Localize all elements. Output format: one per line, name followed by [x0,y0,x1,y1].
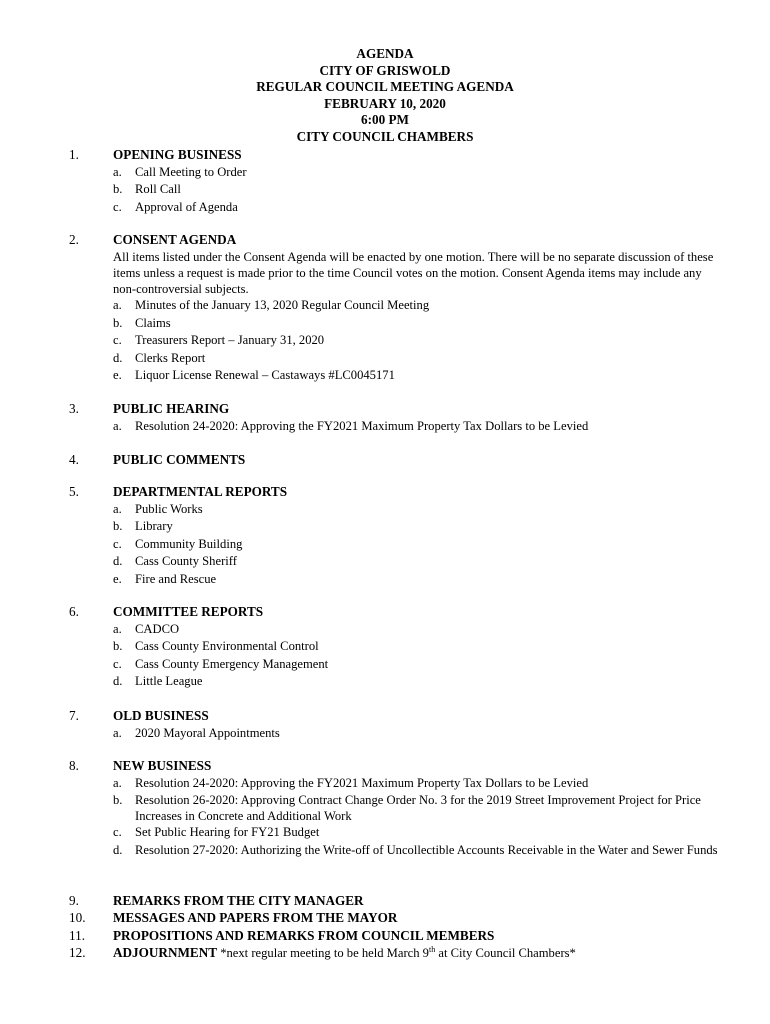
item-letter: a. [113,775,122,790]
list-item [113,350,723,368]
header-meeting-type: REGULAR COUNCIL MEETING AGENDA [256,79,514,94]
list-item [113,842,723,858]
item-text: Library [135,519,173,533]
section-title: PUBLIC COMMENTS [113,452,246,467]
item-letter: c. [113,656,122,671]
list-item [113,673,723,691]
item-text: Cass County Environmental Control [135,639,319,653]
item-letter: a. [113,418,122,433]
section-title: MESSAGES AND PAPERS FROM THE MAYOR [113,910,398,925]
header-agenda-label: AGENDA [356,46,414,61]
section-number: 4. [69,452,79,467]
list-item [113,367,723,385]
item-text: Resolution 26-2020: Approving Contract Change Order No. 3 for the 2019 Street Improvement Project for Price Increases in Concrete and Additional Work [135,793,701,823]
list-item [113,297,723,315]
item-text: Little League [135,674,203,688]
item-text: Treasurers Report – January 31, 2020 [135,333,325,348]
item-letter: b. [113,793,123,807]
section-title: DEPARTMENTAL REPORTS [113,484,288,499]
section-title: COMMITTEE REPORTS [113,604,264,619]
section-number: 8. [69,758,79,773]
section-title: OLD BUSINESS [113,708,209,723]
item-letter: d. [113,842,123,857]
section-number: 11. [69,928,85,943]
item-letter: b. [113,315,123,330]
item-text: Cass County Emergency Management [135,656,329,671]
item-text: Roll Call [135,182,181,196]
section-title: NEW BUSINESS [113,758,212,773]
list-item [113,775,723,793]
item-text: Minutes of the January 13, 2020 Regular Council Meeting [135,298,430,313]
item-text: Call Meeting to Order [135,164,247,179]
section-title: PROPOSITIONS AND REMARKS FROM COUNCIL MEMBERS [113,928,495,943]
adjournment-note-ordinal: th [428,945,436,954]
item-text: Community Building [135,536,243,551]
item-text: Resolution 24-2020: Approving the FY2021 Maximum Property Tax Dollars to be Levied [135,775,589,790]
item-letter: e. [113,571,122,586]
list-item [113,792,723,824]
section-title: OPENING BUSINESS [113,147,242,162]
item-letter: d. [113,554,123,568]
list-item [113,824,723,842]
list-item [113,332,723,350]
list-item [113,571,723,589]
list-item [113,418,723,436]
adjournment-note [217,946,576,960]
list-item [113,501,723,519]
item-letter: d. [113,674,123,688]
item-text: Resolution 24-2020: Approving the FY2021 Maximum Property Tax Dollars to be Levied [135,418,589,433]
item-letter: a. [113,621,122,636]
item-text: CADCO [135,621,180,636]
list-item [113,621,723,639]
item-letter: c. [113,536,122,551]
item-letter: a. [113,298,122,313]
section-title: CONSENT AGENDA [113,232,237,247]
list-item [113,518,723,536]
section-number: 1. [69,147,79,162]
section-number: 2. [69,232,79,247]
header-meeting-time: 6:00 PM [361,112,409,127]
adjournment-note-end: at City Council Chambers* [435,946,576,960]
section-number: 7. [69,708,79,723]
section-number: 5. [69,484,79,499]
item-letter: b. [113,519,123,533]
section-number: 6. [69,604,79,619]
section-number: 9. [69,893,79,908]
adjournment-note-start: *next regular meeting to be held March 9 [217,946,429,960]
item-text: Cass County Sheriff [135,554,237,568]
list-item [113,199,723,217]
item-letter: e. [113,368,122,383]
item-text: 2020 Mayoral Appointments [135,725,280,740]
section-number: 12. [69,945,86,960]
item-text: Fire and Rescue [135,571,217,586]
list-item [113,553,723,571]
header-meeting-location: CITY COUNCIL CHAMBERS [296,128,474,144]
item-text: Liquor License Renewal – Castaways #LC0045171 [135,368,395,383]
item-letter: b. [113,182,123,196]
section-number: 3. [69,401,79,416]
list-item [113,656,723,674]
section-title: PUBLIC HEARING [113,401,230,416]
list-item [113,725,723,743]
section-title: ADJOURNMENT [113,945,218,960]
list-item [113,164,723,182]
item-letter: c. [113,333,122,348]
header-city-name: CITY OF GRISWOLD [319,62,451,78]
agenda-header [0,46,770,145]
item-text: Public Works [135,501,203,516]
list-item [113,315,723,333]
item-text: Approval of Agenda [135,199,238,214]
item-text: Claims [135,315,171,330]
item-text: Clerks Report [135,350,206,365]
item-letter: a. [113,501,122,516]
item-text: Resolution 27-2020: Authorizing the Write-off of Uncollectible Accounts Receivable in the Water and Sewer Funds [135,842,718,857]
item-letter: d. [113,350,123,365]
item-letter: c. [113,825,122,839]
section-number: 10. [69,910,86,925]
list-item [113,181,723,199]
header-meeting-date: FEBRUARY 10, 2020 [324,95,446,111]
item-letter: b. [113,639,123,653]
section-title: REMARKS FROM THE CITY MANAGER [113,893,364,908]
consent-agenda-description: All items listed under the Consent Agenda will be enacted by one motion. There will be no separate discussion of these items unless a request is made prior to the time Council votes on the motion. Consent Agenda items may include any non-controversial subjects. [113,249,714,297]
item-letter: a. [113,164,122,179]
item-letter: c. [113,199,122,214]
list-item [113,536,723,554]
item-letter: a. [113,725,122,740]
list-item [113,638,723,656]
item-text: Set Public Hearing for FY21 Budget [135,825,320,839]
